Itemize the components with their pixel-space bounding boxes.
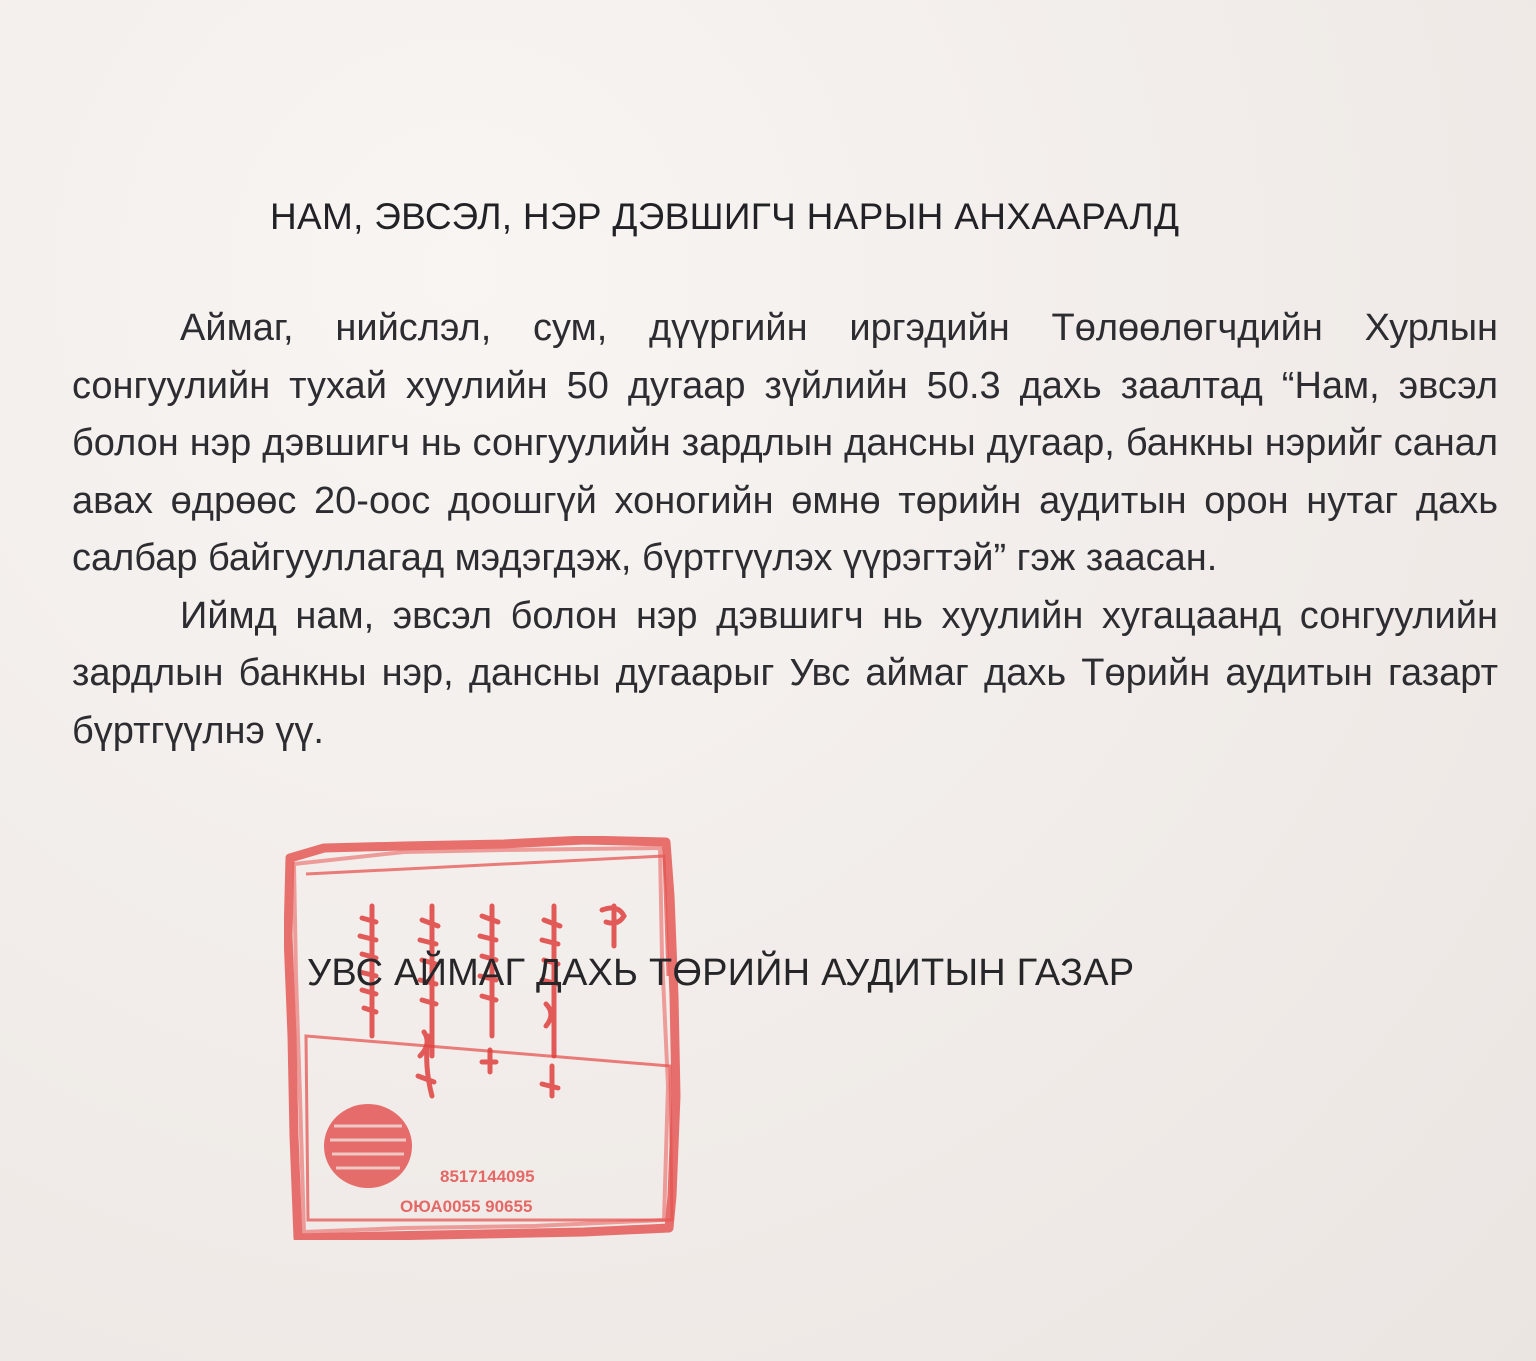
stamp-number-1: 8517144095	[440, 1167, 535, 1186]
paragraph-1: Аймаг, нийслэл, сум, дүүргийн иргэдийн Төлөөлөгчдийн Хурлын сонгуулийн тухай хуулийн 50 дугаар зүйлийн 50.3 дахь заалтад “Нам, эвсэл болон нэр дэвшигч нь сонгуулийн зардлын дансны дугаар, банкны нэрийг санал авах өдрөөс 20-оос доошгүй хоногийн өмнө төрийн аудитын орон нутаг дахь салбар байгууллагад мэдэгдэж, бүртгүүлэх үүрэгтэй” гэж заасан.	[72, 307, 1498, 579]
official-stamp	[284, 836, 688, 1240]
paragraph-2: Иймд нам, эвсэл болон нэр дэвшигч нь хуулийн хугацаанд сонгуулийн зардлын банкны нэр, дансны дугаарыг Увс аймаг дахь Төрийн аудитын газарт бүртгүүлнэ үү.	[72, 594, 1498, 752]
stamp-number-2: ОЮА0055 90655	[400, 1197, 533, 1216]
signature-organization: УВС АЙМАГ ДАХЬ ТӨРИЙН АУДИТЫН ГАЗАР	[307, 952, 1135, 994]
document-title: НАМ, ЭВСЭЛ, НЭР ДЭВШИГЧ НАРЫН АНХААРАЛД	[270, 196, 1180, 237]
document-body	[72, 300, 1498, 760]
